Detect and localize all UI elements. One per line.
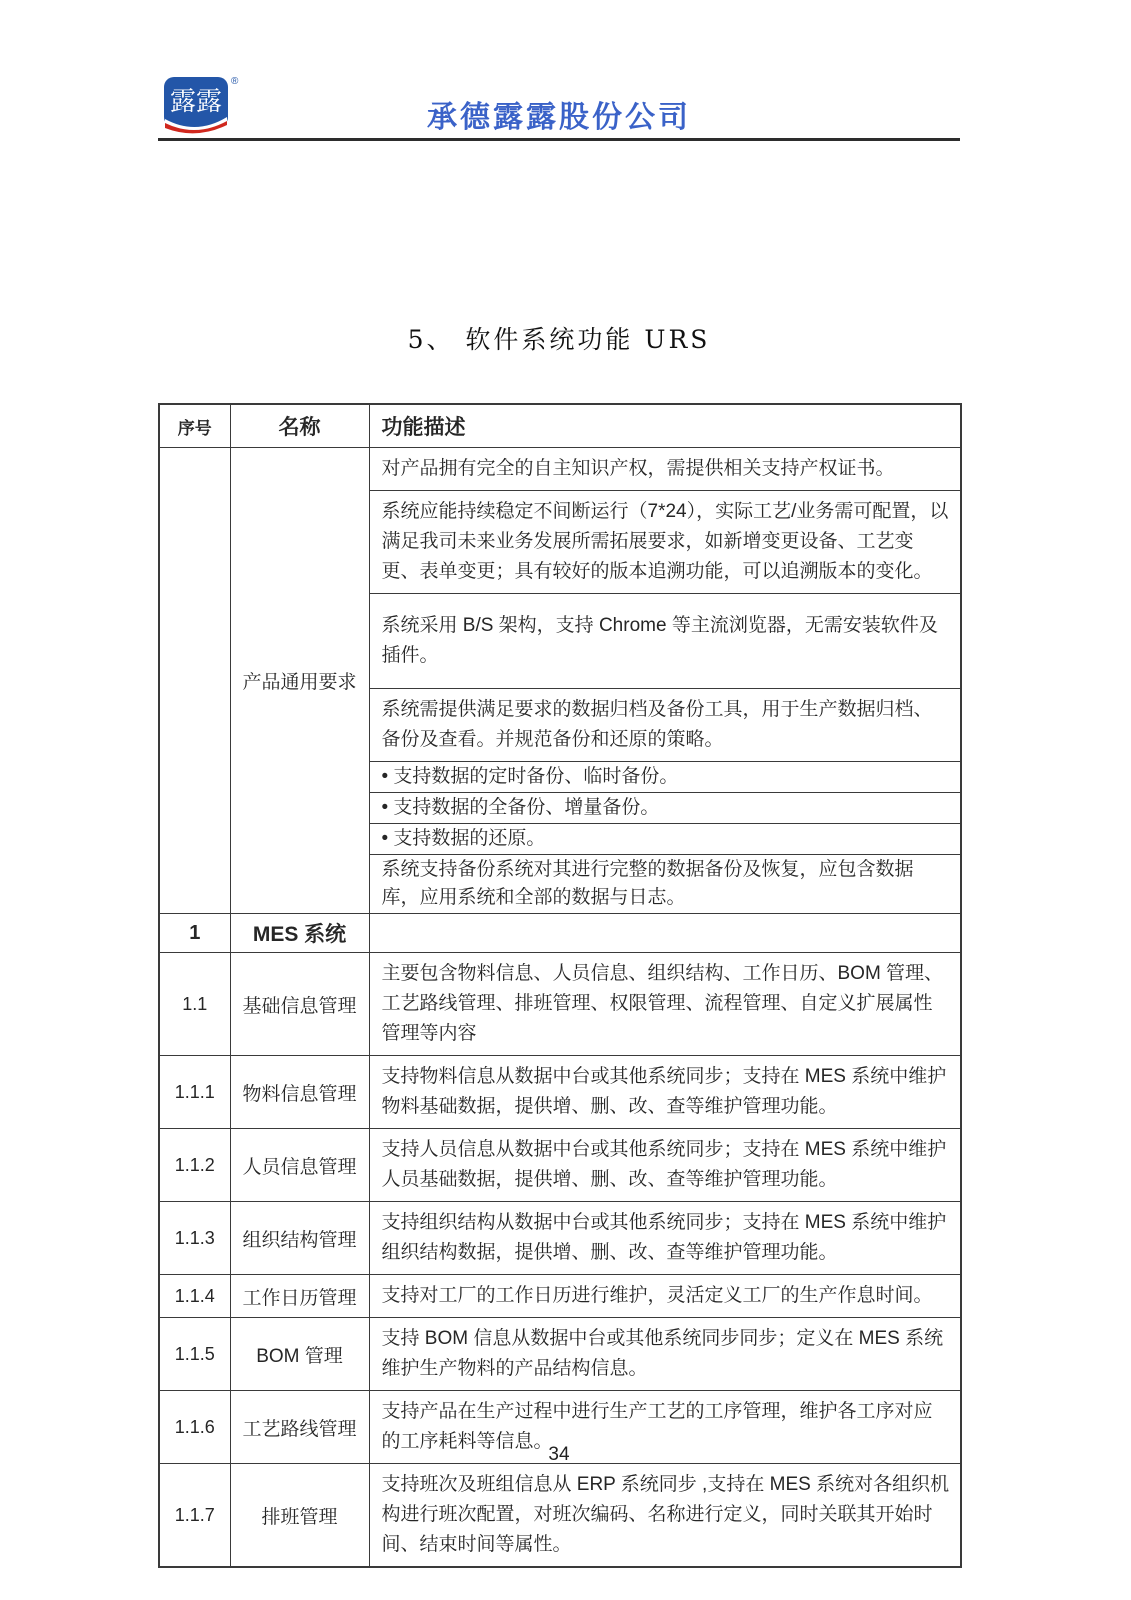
column-header-id: 序号 — [159, 404, 230, 448]
row-desc-cell: 支持组织结构从数据中台或其他系统同步；支持在 MES 系统中维护组织结构数据，提供增、删、改、查等维护管理功能。 — [369, 1202, 961, 1275]
row-name-cell: 工艺路线管理 — [230, 1391, 369, 1464]
row-id-cell: 1.1.1 — [159, 1056, 230, 1129]
row-id-cell: 1.1.6 — [159, 1391, 230, 1464]
table-row — [159, 953, 961, 1056]
row-name-cell: 基础信息管理 — [230, 953, 369, 1056]
row-name-cell: 产品通用要求 — [230, 448, 369, 914]
row-name-cell: 工作日历管理 — [230, 1275, 369, 1318]
section-title: 5、 软件系统功能 URS — [407, 325, 711, 354]
column-header-name: 名称 — [230, 404, 369, 448]
page-number: 34 — [548, 1444, 570, 1465]
row-id-cell: 1.1.5 — [159, 1318, 230, 1391]
table-row — [159, 448, 961, 491]
document-header — [158, 72, 960, 142]
row-id-cell — [159, 448, 230, 914]
table-row — [159, 1056, 961, 1129]
table-row — [159, 1464, 961, 1568]
row-name-cell: 人员信息管理 — [230, 1129, 369, 1202]
row-desc-cell: 支持物料信息从数据中台或其他系统同步；支持在 MES 系统中维护物料基础数据，提供增、删、改、查等维护管理功能。 — [369, 1056, 961, 1129]
column-header-desc: 功能描述 — [369, 404, 961, 448]
row-name-cell: 排班管理 — [230, 1464, 369, 1568]
row-desc-cell: • 支持数据的全备份、增量备份。 — [369, 793, 961, 824]
table-row — [159, 1318, 961, 1391]
row-desc-cell: 系统需提供满足要求的数据归档及备份工具，用于生产数据归档、备份及查看。并规范备份和还原的策略。 — [369, 689, 961, 762]
row-id-cell: 1.1.4 — [159, 1275, 230, 1318]
row-id-cell: 1.1.3 — [159, 1202, 230, 1275]
row-name-cell: BOM 管理 — [230, 1318, 369, 1391]
row-desc-cell: 系统支持备份系统对其进行完整的数据备份及恢复，应包含数据库，应用系统和全部的数据与日志。 — [369, 855, 961, 914]
urs-table — [158, 403, 962, 1568]
row-desc-cell: 支持班次及班组信息从 ERP 系统同步 ,支持在 MES 系统对各组织机构进行班次配置，对班次编码、名称进行定义，同时关联其开始时间、结束时间等属性。 — [369, 1464, 961, 1568]
row-desc-cell: 系统应能持续稳定不间断运行（7*24），实际工艺/业务需可配置，以满足我司未来业务发展所需拓展要求，如新增变更设备、工艺变更、表单变更；具有较好的版本追溯功能，可以追溯版本的变化。 — [369, 491, 961, 594]
row-desc-cell: 支持产品在生产过程中进行生产工艺的工序管理，维护各工序对应的工序耗料等信息。 — [369, 1391, 961, 1464]
table-row — [159, 1129, 961, 1202]
registered-mark: ® — [231, 76, 239, 87]
header-divider — [158, 138, 960, 141]
row-desc-cell: • 支持数据的定时备份、临时备份。 — [369, 762, 961, 793]
row-desc-cell: 支持人员信息从数据中台或其他系统同步；支持在 MES 系统中维护人员基础数据，提供增、删、改、查等维护管理功能。 — [369, 1129, 961, 1202]
row-name-cell: 组织结构管理 — [230, 1202, 369, 1275]
table-header-row — [159, 404, 961, 448]
row-id-cell: 1.1.7 — [159, 1464, 230, 1568]
row-id-cell: 1.1 — [159, 953, 230, 1056]
row-desc-cell: 支持 BOM 信息从数据中台或其他系统同步同步；定义在 MES 系统维护生产物料的产品结构信息。 — [369, 1318, 961, 1391]
row-id-cell: 1 — [159, 914, 230, 953]
row-name-cell: MES 系统 — [230, 914, 369, 953]
table-row — [159, 1275, 961, 1318]
row-id-cell: 1.1.2 — [159, 1129, 230, 1202]
row-desc-cell — [369, 914, 961, 953]
table-row — [159, 914, 961, 953]
company-name: 承德露露股份公司 — [427, 101, 691, 134]
logo-text: 露露 — [169, 87, 223, 117]
row-desc-cell: • 支持数据的还原。 — [369, 824, 961, 855]
row-desc-cell: 主要包含物料信息、人员信息、组织结构、工作日历、BOM 管理、工艺路线管理、排班管理、权限管理、流程管理、自定义扩展属性管理等内容 — [369, 953, 961, 1056]
row-desc-cell: 支持对工厂的工作日历进行维护，灵活定义工厂的生产作息时间。 — [369, 1275, 961, 1318]
row-desc-cell: 对产品拥有完全的自主知识产权，需提供相关支持产权证书。 — [369, 448, 961, 491]
row-name-cell: 物料信息管理 — [230, 1056, 369, 1129]
row-desc-cell: 系统采用 B/S 架构，支持 Chrome 等主流浏览器，无需安装软件及插件。 — [369, 594, 961, 689]
table-row — [159, 1202, 961, 1275]
